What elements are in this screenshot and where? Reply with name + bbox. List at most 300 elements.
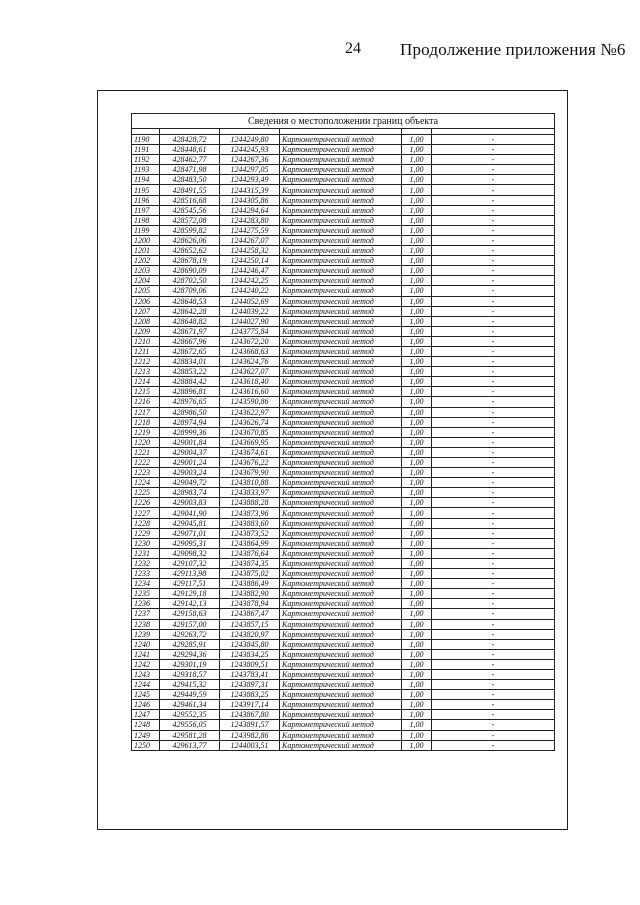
coordinate-y-cell: 1243590,86 [220, 397, 280, 407]
precision-cell: 1,00 [402, 417, 432, 427]
method-cell: Картометрический метод [280, 387, 402, 397]
table-row [132, 478, 555, 488]
method-cell: Картометрический метод [280, 740, 402, 750]
method-cell: Картометрический метод [280, 558, 402, 568]
point-number-cell: 1190 [132, 135, 160, 145]
description-cell: - [432, 669, 555, 679]
coordinate-x-cell: 428672,65 [160, 346, 220, 356]
coordinate-y-cell: 1243864,99 [220, 538, 280, 548]
method-cell: Картометрический метод [280, 346, 402, 356]
coordinate-y-cell: 1244294,64 [220, 205, 280, 215]
description-cell: - [432, 478, 555, 488]
coordinate-x-cell: 429041,90 [160, 508, 220, 518]
coordinate-x-cell: 429095,31 [160, 538, 220, 548]
description-cell: - [432, 528, 555, 538]
coordinate-x-cell: 428834,01 [160, 357, 220, 367]
coordinate-y-cell: 1243873,96 [220, 508, 280, 518]
coordinate-x-cell: 429157,00 [160, 619, 220, 629]
table-row [132, 468, 555, 478]
coordinate-y-cell: 1244027,90 [220, 316, 280, 326]
coordinate-y-cell: 1243917,14 [220, 700, 280, 710]
coordinate-x-cell: 428709,06 [160, 286, 220, 296]
coordinate-y-cell: 1244246,47 [220, 266, 280, 276]
point-number-cell: 1196 [132, 195, 160, 205]
point-number-cell: 1224 [132, 478, 160, 488]
precision-cell: 1,00 [402, 730, 432, 740]
table-row [132, 518, 555, 528]
coordinate-x-cell: 428884,42 [160, 377, 220, 387]
description-cell: - [432, 639, 555, 649]
coordinate-x-cell: 428690,09 [160, 266, 220, 276]
coordinate-y-cell: 1243891,57 [220, 720, 280, 730]
point-number-cell: 1226 [132, 498, 160, 508]
method-cell: Картометрический метод [280, 397, 402, 407]
description-cell: - [432, 336, 555, 346]
document-sheet [97, 90, 568, 830]
method-cell: Картометрический метод [280, 518, 402, 528]
coordinate-x-cell: 429003,83 [160, 498, 220, 508]
point-number-cell: 1246 [132, 700, 160, 710]
description-cell: - [432, 316, 555, 326]
precision-cell: 1,00 [402, 740, 432, 750]
point-number-cell: 1215 [132, 387, 160, 397]
coordinate-y-cell: 1244258,32 [220, 246, 280, 256]
coordinate-y-cell: 1244052,69 [220, 296, 280, 306]
precision-cell: 1,00 [402, 246, 432, 256]
table-caption-row [132, 114, 555, 129]
coordinate-y-cell: 1244240,22 [220, 286, 280, 296]
point-number-cell: 1193 [132, 165, 160, 175]
precision-cell: 1,00 [402, 165, 432, 175]
precision-cell: 1,00 [402, 468, 432, 478]
precision-cell: 1,00 [402, 599, 432, 609]
description-cell: - [432, 700, 555, 710]
method-cell: Картометрический метод [280, 225, 402, 235]
coordinate-y-cell: 1243775,84 [220, 326, 280, 336]
description-cell: - [432, 659, 555, 669]
description-cell: - [432, 447, 555, 457]
description-cell: - [432, 710, 555, 720]
method-cell: Картометрический метод [280, 669, 402, 679]
boundary-table [131, 113, 555, 751]
precision-cell: 1,00 [402, 669, 432, 679]
description-cell: - [432, 508, 555, 518]
coordinate-y-cell: 1243873,52 [220, 528, 280, 538]
method-cell: Картометрический метод [280, 306, 402, 316]
point-number-cell: 1204 [132, 276, 160, 286]
table-row [132, 569, 555, 579]
table-row [132, 225, 555, 235]
precision-cell: 1,00 [402, 690, 432, 700]
point-number-cell: 1221 [132, 447, 160, 457]
point-number-cell: 1197 [132, 205, 160, 215]
point-number-cell: 1208 [132, 316, 160, 326]
precision-cell: 1,00 [402, 336, 432, 346]
method-cell: Картометрический метод [280, 528, 402, 538]
description-cell: - [432, 195, 555, 205]
point-number-cell: 1240 [132, 639, 160, 649]
description-cell: - [432, 417, 555, 427]
coordinate-x-cell: 429294,36 [160, 649, 220, 659]
precision-cell: 1,00 [402, 215, 432, 225]
coordinate-y-cell: 1243626,74 [220, 417, 280, 427]
coordinate-x-cell: 428702,50 [160, 276, 220, 286]
method-cell: Картометрический метод [280, 548, 402, 558]
method-cell: Картометрический метод [280, 155, 402, 165]
description-cell: - [432, 720, 555, 730]
description-cell: - [432, 256, 555, 266]
precision-cell: 1,00 [402, 225, 432, 235]
coordinate-y-cell: 1243670,85 [220, 427, 280, 437]
description-cell: - [432, 215, 555, 225]
method-cell: Картометрический метод [280, 488, 402, 498]
description-cell: - [432, 548, 555, 558]
coordinate-y-cell: 1244297,05 [220, 165, 280, 175]
description-cell: - [432, 579, 555, 589]
method-cell: Картометрический метод [280, 629, 402, 639]
coordinate-x-cell: 429001,84 [160, 437, 220, 447]
table-row [132, 185, 555, 195]
table-row [132, 215, 555, 225]
coordinate-x-cell: 428545,56 [160, 205, 220, 215]
point-number-cell: 1195 [132, 185, 160, 195]
point-number-cell: 1239 [132, 629, 160, 639]
point-number-cell: 1243 [132, 669, 160, 679]
table-row [132, 266, 555, 276]
table-row [132, 488, 555, 498]
coordinate-y-cell: 1243676,22 [220, 458, 280, 468]
method-cell: Картометрический метод [280, 569, 402, 579]
coordinate-x-cell: 429045,81 [160, 518, 220, 528]
description-cell: - [432, 589, 555, 599]
description-cell: - [432, 397, 555, 407]
precision-cell: 1,00 [402, 609, 432, 619]
method-cell: Картометрический метод [280, 478, 402, 488]
coordinate-y-cell: 1244250,14 [220, 256, 280, 266]
description-cell: - [432, 558, 555, 568]
table-row [132, 710, 555, 720]
coordinate-y-cell: 1243672,20 [220, 336, 280, 346]
coordinate-y-cell: 1244275,59 [220, 225, 280, 235]
table-row [132, 700, 555, 710]
table-row [132, 589, 555, 599]
precision-cell: 1,00 [402, 195, 432, 205]
description-cell: - [432, 377, 555, 387]
method-cell: Картометрический метод [280, 286, 402, 296]
coordinate-x-cell: 429461,34 [160, 700, 220, 710]
table-row [132, 730, 555, 740]
point-number-cell: 1199 [132, 225, 160, 235]
table-row [132, 579, 555, 589]
coordinate-y-cell: 1243834,25 [220, 649, 280, 659]
coordinate-y-cell: 1243845,80 [220, 639, 280, 649]
table-row [132, 558, 555, 568]
description-cell: - [432, 357, 555, 367]
coordinate-x-cell: 428896,81 [160, 387, 220, 397]
description-cell: - [432, 458, 555, 468]
description-cell: - [432, 730, 555, 740]
precision-cell: 1,00 [402, 155, 432, 165]
method-cell: Картометрический метод [280, 205, 402, 215]
point-number-cell: 1205 [132, 286, 160, 296]
coordinate-x-cell: 428462,77 [160, 155, 220, 165]
description-cell: - [432, 690, 555, 700]
point-number-cell: 1219 [132, 427, 160, 437]
coordinate-x-cell: 429129,18 [160, 589, 220, 599]
coordinate-x-cell: 428572,08 [160, 215, 220, 225]
point-number-cell: 1201 [132, 246, 160, 256]
description-cell: - [432, 619, 555, 629]
table-row [132, 649, 555, 659]
coordinate-x-cell: 429449,59 [160, 690, 220, 700]
description-cell: - [432, 155, 555, 165]
coordinate-x-cell: 429318,57 [160, 669, 220, 679]
description-cell: - [432, 225, 555, 235]
coordinate-x-cell: 428853,22 [160, 367, 220, 377]
coordinate-x-cell: 428986,50 [160, 407, 220, 417]
method-cell: Картометрический метод [280, 659, 402, 669]
coordinate-x-cell: 429556,05 [160, 720, 220, 730]
precision-cell: 1,00 [402, 629, 432, 639]
coordinate-y-cell: 1244249,80 [220, 135, 280, 145]
coordinate-y-cell: 1243627,07 [220, 367, 280, 377]
table-row [132, 548, 555, 558]
description-cell: - [432, 680, 555, 690]
table-row [132, 720, 555, 730]
table-row [132, 145, 555, 155]
coordinate-y-cell: 1244283,80 [220, 215, 280, 225]
method-cell: Картометрический метод [280, 407, 402, 417]
point-number-cell: 1192 [132, 155, 160, 165]
coordinate-y-cell: 1243669,95 [220, 437, 280, 447]
coordinate-x-cell: 429113,98 [160, 569, 220, 579]
coordinate-x-cell: 428626,06 [160, 235, 220, 245]
coordinate-x-cell: 429117,51 [160, 579, 220, 589]
method-cell: Картометрический метод [280, 235, 402, 245]
coordinate-x-cell: 429001,24 [160, 458, 220, 468]
description-cell: - [432, 427, 555, 437]
table-row [132, 629, 555, 639]
precision-cell: 1,00 [402, 458, 432, 468]
method-cell: Картометрический метод [280, 508, 402, 518]
table-row [132, 659, 555, 669]
coordinate-y-cell: 1244039,22 [220, 306, 280, 316]
precision-cell: 1,00 [402, 377, 432, 387]
coordinate-y-cell: 1243833,97 [220, 488, 280, 498]
method-cell: Картометрический метод [280, 447, 402, 457]
method-cell: Картометрический метод [280, 710, 402, 720]
coordinate-y-cell: 1243679,90 [220, 468, 280, 478]
table-caption: Сведения о местоположении границ объекта [132, 114, 555, 129]
description-cell: - [432, 205, 555, 215]
coordinate-x-cell: 429301,19 [160, 659, 220, 669]
method-cell: Картометрический метод [280, 185, 402, 195]
coordinate-x-cell: 428428,72 [160, 135, 220, 145]
precision-cell: 1,00 [402, 175, 432, 185]
table-row [132, 619, 555, 629]
table-row [132, 246, 555, 256]
point-number-cell: 1212 [132, 357, 160, 367]
precision-cell: 1,00 [402, 508, 432, 518]
precision-cell: 1,00 [402, 427, 432, 437]
point-number-cell: 1250 [132, 740, 160, 750]
method-cell: Картометрический метод [280, 316, 402, 326]
coordinate-y-cell: 1243982,86 [220, 730, 280, 740]
description-cell: - [432, 175, 555, 185]
coordinate-y-cell: 1244267,07 [220, 235, 280, 245]
precision-cell: 1,00 [402, 498, 432, 508]
precision-cell: 1,00 [402, 518, 432, 528]
method-cell: Картометрический метод [280, 579, 402, 589]
description-cell: - [432, 276, 555, 286]
table-row [132, 387, 555, 397]
method-cell: Картометрический метод [280, 498, 402, 508]
method-cell: Картометрический метод [280, 720, 402, 730]
point-number-cell: 1233 [132, 569, 160, 579]
table-row [132, 316, 555, 326]
precision-cell: 1,00 [402, 185, 432, 195]
precision-cell: 1,00 [402, 659, 432, 669]
point-number-cell: 1217 [132, 407, 160, 417]
method-cell: Картометрический метод [280, 639, 402, 649]
table-row [132, 690, 555, 700]
method-cell: Картометрический метод [280, 599, 402, 609]
precision-cell: 1,00 [402, 579, 432, 589]
table-row [132, 397, 555, 407]
description-cell: - [432, 165, 555, 175]
method-cell: Картометрический метод [280, 700, 402, 710]
method-cell: Картометрический метод [280, 175, 402, 185]
point-number-cell: 1222 [132, 458, 160, 468]
description-cell: - [432, 599, 555, 609]
point-number-cell: 1248 [132, 720, 160, 730]
table-row [132, 407, 555, 417]
method-cell: Картометрический метод [280, 680, 402, 690]
precision-cell: 1,00 [402, 589, 432, 599]
table-row [132, 336, 555, 346]
precision-cell: 1,00 [402, 256, 432, 266]
coordinate-x-cell: 429003,24 [160, 468, 220, 478]
table-row [132, 155, 555, 165]
description-cell: - [432, 266, 555, 276]
table-row [132, 447, 555, 457]
description-cell: - [432, 538, 555, 548]
coordinate-y-cell: 1243820,97 [220, 629, 280, 639]
table-row [132, 367, 555, 377]
point-number-cell: 1209 [132, 326, 160, 336]
point-number-cell: 1198 [132, 215, 160, 225]
point-number-cell: 1244 [132, 680, 160, 690]
precision-cell: 1,00 [402, 387, 432, 397]
method-cell: Картометрический метод [280, 458, 402, 468]
coordinate-y-cell: 1243624,76 [220, 357, 280, 367]
appendix-title: Продолжение приложения №6 [400, 40, 626, 59]
point-number-cell: 1237 [132, 609, 160, 619]
precision-cell: 1,00 [402, 326, 432, 336]
coordinate-x-cell: 429107,32 [160, 558, 220, 568]
description-cell: - [432, 609, 555, 619]
precision-cell: 1,00 [402, 447, 432, 457]
precision-cell: 1,00 [402, 235, 432, 245]
description-cell: - [432, 740, 555, 750]
description-cell: - [432, 498, 555, 508]
precision-cell: 1,00 [402, 558, 432, 568]
precision-cell: 1,00 [402, 367, 432, 377]
precision-cell: 1,00 [402, 306, 432, 316]
point-number-cell: 1214 [132, 377, 160, 387]
precision-cell: 1,00 [402, 639, 432, 649]
table-row [132, 417, 555, 427]
table-row [132, 276, 555, 286]
precision-cell: 1,00 [402, 528, 432, 538]
precision-cell: 1,00 [402, 205, 432, 215]
description-cell: - [432, 518, 555, 528]
method-cell: Картометрический метод [280, 730, 402, 740]
coordinate-x-cell: 429071,01 [160, 528, 220, 538]
precision-cell: 1,00 [402, 276, 432, 286]
table-row [132, 528, 555, 538]
description-cell: - [432, 387, 555, 397]
table-row [132, 508, 555, 518]
coordinate-x-cell: 428667,96 [160, 336, 220, 346]
coordinate-y-cell: 1243883,25 [220, 690, 280, 700]
point-number-cell: 1236 [132, 599, 160, 609]
coordinate-x-cell: 428599,82 [160, 225, 220, 235]
method-cell: Картометрический метод [280, 690, 402, 700]
precision-cell: 1,00 [402, 286, 432, 296]
coordinate-y-cell: 1244245,93 [220, 145, 280, 155]
table-row [132, 427, 555, 437]
description-cell: - [432, 346, 555, 356]
coordinate-x-cell: 428491,55 [160, 185, 220, 195]
point-number-cell: 1216 [132, 397, 160, 407]
table-row [132, 680, 555, 690]
method-cell: Картометрический метод [280, 246, 402, 256]
coordinate-x-cell: 429415,32 [160, 680, 220, 690]
method-cell: Картометрический метод [280, 538, 402, 548]
coordinate-y-cell: 1243882,90 [220, 589, 280, 599]
method-cell: Картометрический метод [280, 437, 402, 447]
point-number-cell: 1223 [132, 468, 160, 478]
description-cell: - [432, 185, 555, 195]
method-cell: Картометрический метод [280, 276, 402, 286]
page-header [0, 40, 640, 64]
precision-cell: 1,00 [402, 346, 432, 356]
table-row [132, 669, 555, 679]
description-cell: - [432, 468, 555, 478]
method-cell: Картометрический метод [280, 145, 402, 155]
point-number-cell: 1206 [132, 296, 160, 306]
table-row [132, 205, 555, 215]
point-number-cell: 1200 [132, 235, 160, 245]
precision-cell: 1,00 [402, 437, 432, 447]
method-cell: Картометрический метод [280, 357, 402, 367]
table-row [132, 195, 555, 205]
table-row [132, 296, 555, 306]
coordinate-x-cell: 428471,98 [160, 165, 220, 175]
method-cell: Картометрический метод [280, 468, 402, 478]
description-cell: - [432, 235, 555, 245]
coordinate-y-cell: 1243618,40 [220, 377, 280, 387]
description-cell: - [432, 135, 555, 145]
coordinate-y-cell: 1244267,36 [220, 155, 280, 165]
precision-cell: 1,00 [402, 538, 432, 548]
coordinate-y-cell: 1243867,80 [220, 710, 280, 720]
point-number-cell: 1229 [132, 528, 160, 538]
coordinate-y-cell: 1243876,64 [220, 548, 280, 558]
point-number-cell: 1247 [132, 710, 160, 720]
precision-cell: 1,00 [402, 397, 432, 407]
